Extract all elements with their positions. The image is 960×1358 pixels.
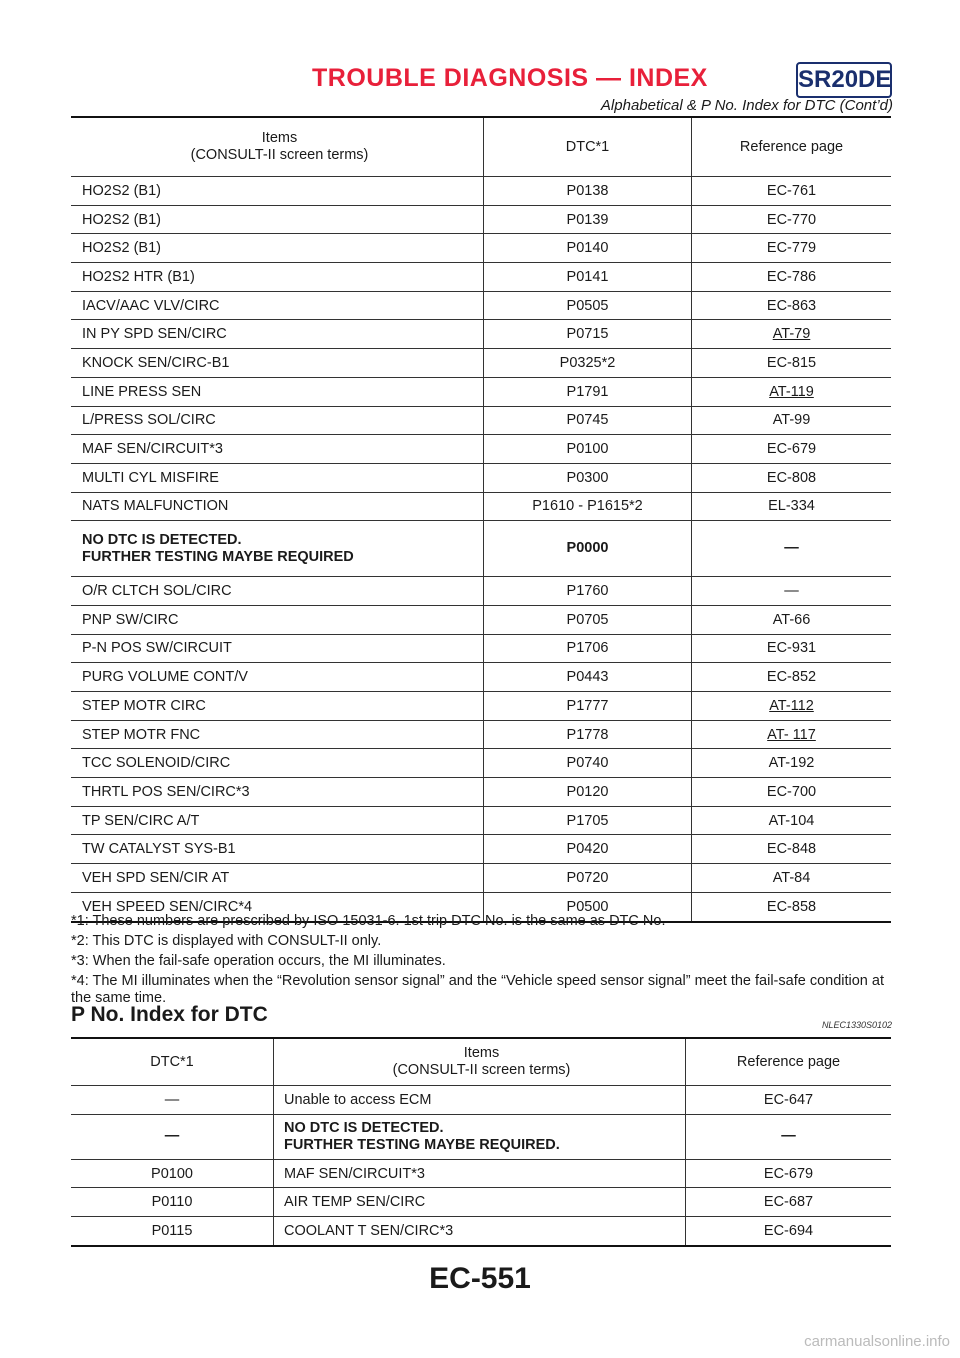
- item-cell: Unable to access ECM: [274, 1086, 686, 1115]
- page-number: EC-551: [429, 1262, 531, 1295]
- item-cell: IN PY SPD SEN/CIRC: [71, 320, 484, 349]
- p-number-dtc-table: [71, 1037, 891, 1247]
- footnotes: [71, 913, 893, 1010]
- item-cell: KNOCK SEN/CIRC-B1: [71, 349, 484, 378]
- column-header-items: [71, 117, 484, 177]
- watermark: carmanualsonline.info: [804, 1333, 950, 1350]
- column-header-items-line1: Items: [261, 130, 298, 146]
- table-row: [71, 205, 891, 234]
- reference-link[interactable]: AT-79: [772, 326, 811, 343]
- dtc-cell: P0745: [484, 406, 692, 435]
- reference-cell: EC-786: [692, 263, 892, 292]
- dtc-cell: P0505: [484, 291, 692, 320]
- reference-cell: [692, 692, 892, 721]
- item-cell: THRTL POS SEN/CIRC*3: [71, 778, 484, 807]
- item-cell: L/PRESS SOL/CIRC: [71, 406, 484, 435]
- dtc-cell: P0100: [71, 1159, 274, 1188]
- dtc-cell: P0138: [484, 177, 692, 206]
- reference-cell: EC-779: [692, 234, 892, 263]
- reference-cell: EC-694: [763, 1222, 814, 1239]
- column-header-reference: Reference page: [686, 1038, 892, 1086]
- item-cell: MAF SEN/CIRCUIT*3: [274, 1159, 686, 1188]
- section-header-title: TROUBLE DIAGNOSIS — INDEX: [312, 64, 708, 92]
- reference-cell: EL-334: [692, 492, 892, 521]
- dtc-cell: P0705: [484, 605, 692, 634]
- reference-cell: EC-700: [692, 778, 892, 807]
- table-row: [71, 1159, 891, 1188]
- dtc-cell: P0300: [484, 463, 692, 492]
- dtc-cell: P0500: [484, 892, 692, 921]
- item-cell: TW CATALYST SYS-B1: [71, 835, 484, 864]
- column-header-dtc: DTC*1: [484, 117, 692, 177]
- table-row: [71, 1188, 891, 1217]
- dtc-cell: P0740: [484, 749, 692, 778]
- reference-cell: [692, 720, 892, 749]
- table-row: [71, 435, 891, 464]
- reference-cell: EC-808: [692, 463, 892, 492]
- dtc-cell: P0420: [484, 835, 692, 864]
- reference-cell: —: [686, 1114, 892, 1159]
- dtc-cell: P1760: [484, 577, 692, 606]
- footnote: *2: This DTC is displayed with CONSULT-II only.: [71, 933, 382, 949]
- dtc-cell: P0120: [484, 778, 692, 807]
- column-header-dtc: DTC*1: [71, 1038, 274, 1086]
- item-line1: NO DTC IS DETECTED.: [284, 1119, 444, 1136]
- dtc-cell: P0000: [484, 521, 692, 577]
- item-cell: TCC SOLENOID/CIRC: [71, 749, 484, 778]
- dtc-cell: —: [71, 1114, 274, 1159]
- table-row: [71, 634, 891, 663]
- reference-cell: AT-104: [692, 806, 892, 835]
- reference-cell: EC-679: [686, 1159, 892, 1188]
- table-row: [71, 835, 891, 864]
- reference-cell: [692, 377, 892, 406]
- reference-cell: EC-687: [686, 1188, 892, 1217]
- dtc-cell: P1706: [484, 634, 692, 663]
- column-header-items-line2: (CONSULT-II screen terms): [392, 1062, 571, 1078]
- reference-cell: EC-770: [692, 205, 892, 234]
- item-line2: FURTHER TESTING MAYBE REQUIRED.: [284, 1136, 560, 1153]
- reference-link[interactable]: AT-119: [769, 383, 814, 400]
- column-header-items: [274, 1038, 686, 1086]
- column-header-items-line2: (CONSULT-II screen terms): [190, 147, 369, 163]
- table-row: [71, 377, 891, 406]
- table-row: [71, 291, 891, 320]
- reference-cell: AT-66: [692, 605, 892, 634]
- table-row: [71, 1114, 891, 1159]
- reference-cell: EC-931: [692, 634, 892, 663]
- table-row: [71, 463, 891, 492]
- reference-cell: EC-647: [686, 1086, 892, 1115]
- dtc-cell: P1705: [484, 806, 692, 835]
- dtc-cell: P0115: [71, 1217, 274, 1246]
- item-cell: HO2S2 HTR (B1): [71, 263, 484, 292]
- dtc-cell: P0139: [484, 205, 692, 234]
- item-line2: FURTHER TESTING MAYBE REQUIRED: [82, 548, 354, 565]
- table-row: [71, 320, 891, 349]
- reference-cell: EC-863: [692, 291, 892, 320]
- item-cell: [274, 1114, 686, 1159]
- item-cell: VEH SPD SEN/CIR AT: [71, 864, 484, 893]
- table-row: [71, 1217, 891, 1246]
- reference-cell: EC-852: [692, 663, 892, 692]
- dtc-cell: P0720: [484, 864, 692, 893]
- dtc-cell: P1791: [484, 377, 692, 406]
- dtc-cell: P0140: [484, 234, 692, 263]
- engine-code-badge: SR20DE: [796, 62, 892, 98]
- table-row: [71, 605, 891, 634]
- reference-cell: EC-858: [766, 898, 817, 915]
- item-cell: P-N POS SW/CIRCUIT: [71, 634, 484, 663]
- item-cell: VEH SPEED SEN/CIRC*4: [82, 898, 253, 915]
- footnote: *3: When the fail-safe operation occurs, the MI illuminates.: [71, 953, 446, 969]
- item-cell: NATS MALFUNCTION: [71, 492, 484, 521]
- dtc-cell: —: [71, 1086, 274, 1115]
- table-row: [71, 577, 891, 606]
- item-cell: COOLANT T SEN/CIRC*3: [274, 1217, 686, 1246]
- reference-cell: EC-848: [692, 835, 892, 864]
- dtc-cell: P0325*2: [484, 349, 692, 378]
- dtc-cell: P0443: [484, 663, 692, 692]
- reference-cell: EC-761: [692, 177, 892, 206]
- item-cell: [71, 521, 484, 577]
- item-cell: AIR TEMP SEN/CIRC: [274, 1188, 686, 1217]
- footnote: *4: The MI illuminates when the “Revolution sensor signal” and the “Vehicle speed sensor signal” meet the fail-safe condition at the same time.: [71, 973, 884, 1006]
- table-row: [71, 521, 891, 577]
- item-cell: TP SEN/CIRC A/T: [71, 806, 484, 835]
- table-row: [71, 349, 891, 378]
- reference-cell: EC-815: [692, 349, 892, 378]
- item-cell: HO2S2 (B1): [71, 205, 484, 234]
- item-cell: IACV/AAC VLV/CIRC: [71, 291, 484, 320]
- table-row: [71, 749, 891, 778]
- dtc-cell: P1778: [484, 720, 692, 749]
- table-row: [71, 177, 891, 206]
- section-title: P No. Index for DTC: [71, 1003, 268, 1026]
- table-row: [71, 663, 891, 692]
- table-row: [71, 406, 891, 435]
- item-cell: O/R CLTCH SOL/CIRC: [71, 577, 484, 606]
- table-row: [71, 263, 891, 292]
- column-header-reference: Reference page: [692, 117, 892, 177]
- reference-link[interactable]: AT- 117: [767, 726, 816, 743]
- item-cell: PNP SW/CIRC: [71, 605, 484, 634]
- table-row: [71, 492, 891, 521]
- reference-link[interactable]: AT-112: [769, 697, 814, 714]
- section-reference-code: NLEC1330S0102: [821, 1020, 892, 1030]
- table-row: [71, 864, 891, 893]
- table-row: [71, 692, 891, 721]
- reference-cell: AT-99: [692, 406, 892, 435]
- table-row: [71, 720, 891, 749]
- reference-cell: EC-679: [692, 435, 892, 464]
- item-cell: MULTI CYL MISFIRE: [71, 463, 484, 492]
- table-row: [71, 778, 891, 807]
- item-cell: HO2S2 (B1): [71, 234, 484, 263]
- dtc-cell: P1610 - P1615*2: [484, 492, 692, 521]
- item-line1: NO DTC IS DETECTED.: [82, 531, 242, 548]
- dtc-cell: P1777: [484, 692, 692, 721]
- alphabetical-dtc-table: [71, 116, 891, 923]
- table-row: [71, 234, 891, 263]
- table-row: [71, 806, 891, 835]
- section-header-subtitle: Alphabetical & P No. Index for DTC (Cont’d): [600, 97, 893, 114]
- footnote: *1: These numbers are prescribed by ISO 15031-6. 1st trip DTC No. is the same as DTC No.: [71, 913, 666, 929]
- item-cell: HO2S2 (B1): [71, 177, 484, 206]
- item-cell: PURG VOLUME CONT/V: [71, 663, 484, 692]
- dtc-cell: P0141: [484, 263, 692, 292]
- column-header-items-line1: Items: [463, 1045, 500, 1061]
- reference-cell: [692, 320, 892, 349]
- dtc-cell: P0715: [484, 320, 692, 349]
- item-cell: MAF SEN/CIRCUIT*3: [71, 435, 484, 464]
- reference-cell: —: [692, 577, 892, 606]
- reference-cell: AT-84: [692, 864, 892, 893]
- item-cell: STEP MOTR FNC: [71, 720, 484, 749]
- item-cell: STEP MOTR CIRC: [71, 692, 484, 721]
- dtc-cell: P0100: [484, 435, 692, 464]
- reference-cell: AT-192: [692, 749, 892, 778]
- dtc-cell: P0110: [71, 1188, 274, 1217]
- item-cell: LINE PRESS SEN: [71, 377, 484, 406]
- reference-cell: —: [692, 521, 892, 577]
- table-row: [71, 1086, 891, 1115]
